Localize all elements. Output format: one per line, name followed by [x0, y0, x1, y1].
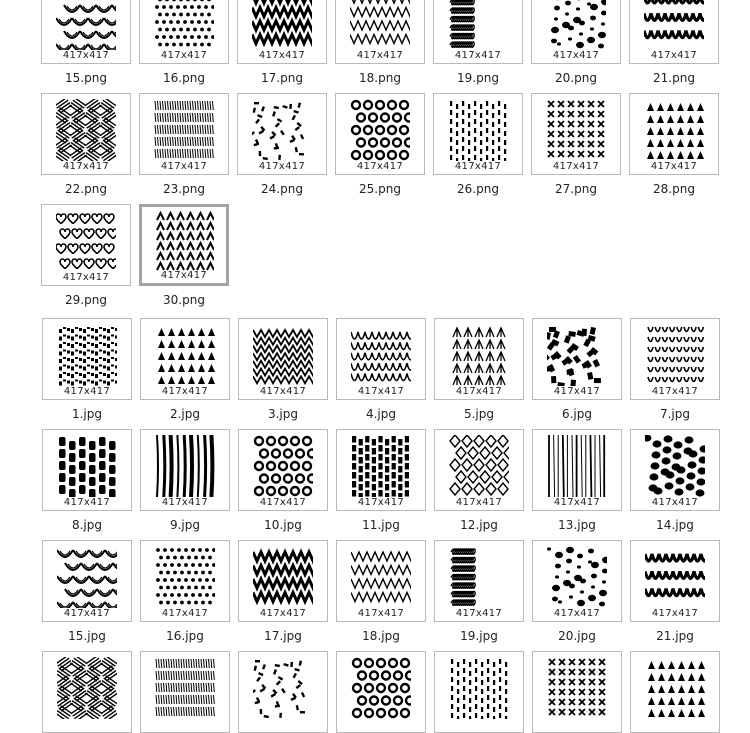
image-dimensions: 417x417	[238, 50, 326, 61]
file-thumbnail[interactable]	[335, 0, 425, 64]
file-thumbnail[interactable]	[630, 651, 720, 733]
crosses-pattern-icon	[546, 99, 606, 161]
file-name[interactable]: 15.png	[41, 71, 131, 85]
file-thumbnail[interactable]	[434, 429, 524, 511]
file-thumbnail[interactable]	[434, 318, 524, 400]
file-thumbnail[interactable]	[238, 540, 328, 622]
blocks-pattern-icon	[57, 435, 117, 497]
image-dimensions: 417x417	[435, 608, 523, 619]
file-name[interactable]: 4.jpg	[336, 407, 426, 421]
zigzag-pattern-icon	[253, 324, 313, 386]
file-name[interactable]: 14.jpg	[630, 518, 720, 532]
image-dimensions: 417x417	[238, 161, 326, 172]
file-thumbnail[interactable]	[629, 0, 719, 64]
image-dimensions: 417x417	[532, 50, 620, 61]
zigzag-pattern-icon	[253, 546, 313, 608]
file-thumbnail[interactable]	[42, 651, 132, 733]
file-name[interactable]: 20.png	[531, 71, 621, 85]
rings-pattern-icon	[351, 657, 411, 719]
file-thumbnail[interactable]	[433, 0, 523, 64]
image-dimensions: 417x417	[532, 161, 620, 172]
file-name[interactable]: 19.jpg	[434, 629, 524, 643]
file-name[interactable]: 17.png	[237, 71, 327, 85]
scales-pattern-icon	[57, 546, 117, 608]
file-thumbnail[interactable]	[238, 429, 328, 511]
image-dimensions: 417x417	[533, 608, 621, 619]
file-thumbnail[interactable]	[336, 540, 426, 622]
dots-pattern-icon	[155, 546, 215, 608]
stripes-pattern-icon	[155, 435, 215, 497]
chevrons-pattern-icon	[154, 210, 214, 272]
file-thumbnail[interactable]	[531, 93, 621, 175]
file-thumbnail[interactable]	[336, 651, 426, 733]
file-thumbnail[interactable]	[630, 540, 720, 622]
file-name[interactable]: 12.jpg	[434, 518, 524, 532]
file-thumbnail[interactable]	[237, 93, 327, 175]
tents-pattern-icon	[449, 324, 509, 386]
file-name[interactable]: 17.jpg	[238, 629, 328, 643]
image-dimensions: 417x417	[141, 497, 229, 508]
scales-pattern-icon	[56, 0, 116, 50]
zigzag-pattern-icon	[252, 0, 312, 50]
image-dimensions: 417x417	[631, 608, 719, 619]
image-dimensions: 417x417	[631, 497, 719, 508]
file-name[interactable]: 21.jpg	[630, 629, 720, 643]
image-dimensions: 417x417	[140, 161, 228, 172]
image-dimensions: 417x417	[435, 386, 523, 397]
file-name[interactable]: 28.png	[629, 182, 719, 196]
blobs-pattern-icon	[547, 546, 607, 608]
image-dimensions: 417x417	[43, 497, 131, 508]
hatch-pattern-icon	[57, 657, 117, 719]
rings-pattern-icon	[253, 435, 313, 497]
image-dimensions: 417x417	[43, 386, 131, 397]
bricks-pattern-icon	[351, 435, 411, 497]
image-dimensions: 417x417	[141, 386, 229, 397]
image-dimensions: 417x417	[239, 497, 327, 508]
image-dimensions: 417x417	[141, 608, 229, 619]
file-thumbnail[interactable]	[434, 540, 524, 622]
image-dimensions: 417x417	[239, 608, 327, 619]
file-thumbnail[interactable]	[532, 540, 622, 622]
file-name[interactable]: 26.png	[433, 182, 523, 196]
file-thumbnail[interactable]	[140, 429, 230, 511]
image-dimensions: 417x417	[337, 608, 425, 619]
file-name[interactable]: 30.png	[139, 293, 229, 307]
file-thumbnail[interactable]	[532, 429, 622, 511]
file-name[interactable]: 6.jpg	[532, 407, 622, 421]
waves-pattern-icon	[645, 546, 705, 608]
loops-pattern-icon	[448, 0, 508, 50]
brush-pattern-icon	[57, 324, 117, 386]
file-thumbnail[interactable]	[433, 93, 523, 175]
file-name[interactable]: 18.jpg	[336, 629, 426, 643]
file-thumbnail[interactable]	[630, 318, 720, 400]
rings-pattern-icon	[350, 99, 410, 161]
image-dimensions: 417x417	[140, 50, 228, 61]
image-dimensions: 417x417	[239, 386, 327, 397]
file-thumbnail[interactable]	[140, 318, 230, 400]
file-name[interactable]: 23.png	[139, 182, 229, 196]
dashes-pattern-icon	[449, 657, 509, 719]
grass-pattern-icon	[155, 657, 215, 719]
file-thumbnail[interactable]	[238, 318, 328, 400]
file-name[interactable]: 8.jpg	[42, 518, 132, 532]
file-thumbnail[interactable]	[42, 429, 132, 511]
file-name[interactable]: 10.jpg	[238, 518, 328, 532]
file-thumbnail[interactable]	[139, 204, 229, 286]
file-name[interactable]: 13.jpg	[532, 518, 622, 532]
dots-pattern-icon	[154, 0, 214, 50]
image-dimensions: 417x417	[337, 497, 425, 508]
file-thumbnail[interactable]	[531, 0, 621, 64]
file-thumbnail[interactable]	[336, 429, 426, 511]
image-dimensions: 417x417	[434, 161, 522, 172]
file-name[interactable]: 9.jpg	[140, 518, 230, 532]
file-thumbnail[interactable]	[238, 651, 328, 733]
triangles-pattern-icon	[645, 657, 705, 719]
image-dimensions: 417x417	[336, 161, 424, 172]
triangles-pattern-icon	[644, 99, 704, 161]
file-name[interactable]: 25.png	[335, 182, 425, 196]
image-dimensions: 417x417	[631, 386, 719, 397]
image-dimensions: 417x417	[42, 272, 130, 283]
loops-pattern-icon	[449, 546, 509, 608]
file-thumbnail[interactable]	[41, 0, 131, 64]
zigzag-pattern-icon	[351, 546, 411, 608]
file-name[interactable]: 27.png	[531, 182, 621, 196]
image-dimensions: 417x417	[435, 497, 523, 508]
file-name[interactable]: 3.jpg	[238, 407, 328, 421]
file-name[interactable]: 11.jpg	[336, 518, 426, 532]
file-name[interactable]: 21.png	[629, 71, 719, 85]
file-thumbnail[interactable]	[336, 318, 426, 400]
file-name[interactable]: 16.png	[139, 71, 229, 85]
file-name[interactable]: 29.png	[41, 293, 131, 307]
leopard-pattern-icon	[645, 435, 705, 497]
file-thumbnail[interactable]	[139, 0, 229, 64]
file-name[interactable]: 16.jpg	[140, 629, 230, 643]
file-thumbnail[interactable]	[139, 93, 229, 175]
file-thumbnail[interactable]	[630, 429, 720, 511]
file-name[interactable]: 1.jpg	[42, 407, 132, 421]
blobs-pattern-icon	[546, 0, 606, 50]
file-thumbnail[interactable]	[41, 204, 131, 286]
image-dimensions: 417x417	[337, 386, 425, 397]
grass-pattern-icon	[154, 99, 214, 161]
file-name[interactable]: 20.jpg	[532, 629, 622, 643]
shards-pattern-icon	[547, 324, 607, 386]
confetti-pattern-icon	[253, 657, 313, 719]
file-thumbnail[interactable]	[140, 540, 230, 622]
image-dimensions: 417x417	[336, 50, 424, 61]
file-name[interactable]: 18.png	[335, 71, 425, 85]
image-dimensions: 417x417	[533, 497, 621, 508]
image-dimensions: 417x417	[630, 161, 718, 172]
waves-pattern-icon	[351, 324, 411, 386]
file-thumbnail[interactable]	[237, 0, 327, 64]
diamonds-pattern-icon	[449, 435, 509, 497]
file-thumbnail[interactable]	[42, 540, 132, 622]
file-name[interactable]: 2.jpg	[140, 407, 230, 421]
zigzag-pattern-icon	[350, 0, 410, 50]
file-name[interactable]: 7.jpg	[630, 407, 720, 421]
confetti-pattern-icon	[252, 99, 312, 161]
hatch-pattern-icon	[56, 99, 116, 161]
image-dimensions: 417x417	[42, 161, 130, 172]
image-dimensions: 417x417	[142, 270, 226, 281]
file-thumbnail[interactable]	[532, 651, 622, 733]
dashes-pattern-icon	[448, 99, 508, 161]
file-thumbnail[interactable]	[140, 651, 230, 733]
image-dimensions: 417x417	[533, 386, 621, 397]
waves-pattern-icon	[644, 0, 704, 50]
image-dimensions: 417x417	[630, 50, 718, 61]
file-name[interactable]: 15.jpg	[42, 629, 132, 643]
hearts-pattern-icon	[56, 210, 116, 272]
file-thumbnail[interactable]	[434, 651, 524, 733]
file-name[interactable]: 22.png	[41, 182, 131, 196]
file-thumbnail[interactable]	[335, 93, 425, 175]
cups-pattern-icon	[645, 324, 705, 386]
file-thumbnail[interactable]	[629, 93, 719, 175]
lines-pattern-icon	[547, 435, 607, 497]
image-dimensions: 417x417	[42, 50, 130, 61]
file-name[interactable]: 24.png	[237, 182, 327, 196]
image-dimensions: 417x417	[43, 608, 131, 619]
image-dimensions: 417x417	[434, 50, 522, 61]
file-name[interactable]: 5.jpg	[434, 407, 524, 421]
crosses-pattern-icon	[547, 657, 607, 719]
triangles-pattern-icon	[155, 324, 215, 386]
file-thumbnail[interactable]	[532, 318, 622, 400]
file-name[interactable]: 19.png	[433, 71, 523, 85]
file-thumbnail[interactable]	[41, 93, 131, 175]
file-thumbnail[interactable]	[42, 318, 132, 400]
